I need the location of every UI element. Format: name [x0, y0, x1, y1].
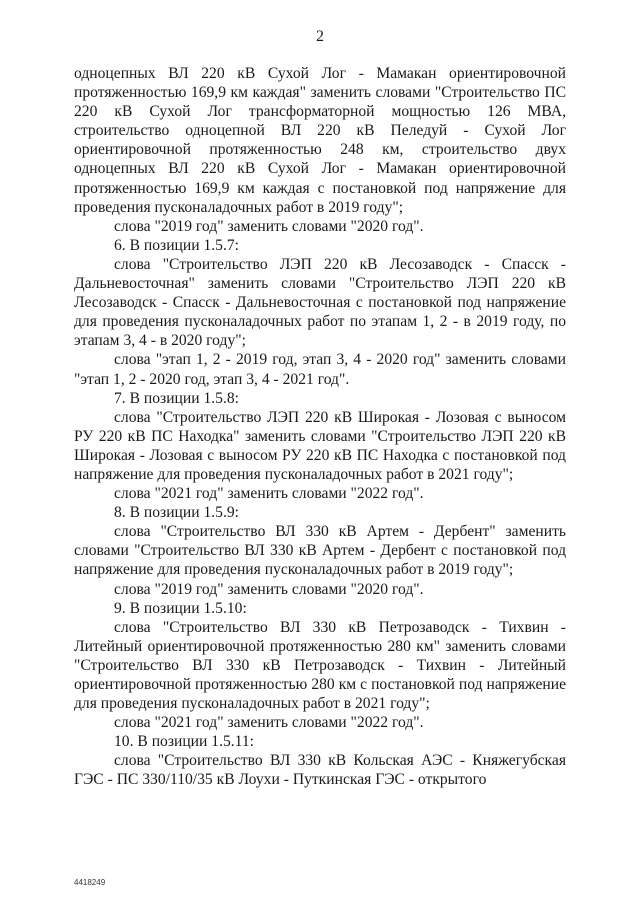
position-heading: 7. В позиции 1.5.8:: [114, 389, 239, 407]
paragraph-continuation: одноцепных ВЛ 220 кВ Сухой Лог - Мамакан ориентировочной протяженностью 169,9 км каждая" заменить словами "Строительство ПС 220 кВ Сухой Лог трансформаторной мощностью 126 МВА, строительство одноцепной ВЛ 220 кВ Пеледуй - Сухой Лог ориентировочной протяженностью 248 км, строительство двух одноцепных ВЛ 220 кВ Сухой Лог - Мамакан ориентировочной протяженностью 169,9 км каждая с постановкой под напряжение для проведения пусконаладочных работ в 2019 году";: [74, 65, 566, 216]
paragraph: слова "Строительство ЛЭП 220 кВ Лесозаводск - Спасск - Дальневосточная" заменить словами "Строительство ЛЭП 220 кВ Лесозаводск - Спасск - Дальневосточная с постановкой под напряжение для проведения пусконаладочных работ по этапам 1, 2 - в 2019 году, по этапам 3, 4 - в 2020 году";: [74, 255, 566, 350]
position-heading: 6. В позиции 1.5.7:: [114, 236, 239, 254]
document-id: 4418249: [74, 878, 106, 887]
paragraph: слова "Строительство ВЛ 330 кВ Кольская АЭС - Княжегубская ГЭС - ПС 330/110/35 кВ Лоухи - Путкинская ГЭС - открытого: [74, 752, 566, 789]
document-body: [74, 64, 566, 790]
paragraph: слова "Строительство ВЛ 330 кВ Артем - Дербент" заменить словами "Строительство ВЛ 330 кВ Артем - Дербент с постановкой под напряжение для проведения пусконаладочных работ в 2019 году";: [74, 523, 566, 579]
position-heading: 8. В позиции 1.5.9:: [114, 504, 239, 522]
position-heading: 9. В позиции 1.5.10:: [114, 599, 247, 617]
paragraph: слова "этап 1, 2 - 2019 год, этап 3, 4 - 2020 год" заменить словами "этап 1, 2 - 2020 год, этап 3, 4 - 2021 год".: [74, 351, 566, 388]
position-heading: 10. В позиции 1.5.11:: [114, 733, 255, 751]
page-number: 2: [316, 28, 324, 45]
paragraph: слова "2021 год" заменить словами "2022 год".: [114, 714, 424, 732]
paragraph: слова "2021 год" заменить словами "2022 год".: [114, 485, 424, 503]
paragraph: слова "2019 год" заменить словами "2020 год".: [114, 580, 424, 598]
paragraph: слова "Строительство ВЛ 330 кВ Петрозаводск - Тихвин - Литейный ориентировочной протяженностью 280 км" заменить словами "Строительство ВЛ 330 кВ Петрозаводск - Тихвин - Литейный ориентировочной протяженностью 280 км с постановкой под напряжение для проведения пусконаладочных работ в 2021 году";: [74, 618, 566, 713]
paragraph: слова "Строительство ЛЭП 220 кВ Широкая - Лозовая с выносом РУ 220 кВ ПС Находка" заменить словами "Строительство ЛЭП 220 кВ Широкая - Лозовая с выносом РУ 220 кВ ПС Находка с постановкой под напряжение для проведения пусконаладочных работ в 2021 году";: [74, 408, 566, 483]
paragraph: слова "2019 год" заменить словами "2020 год".: [114, 217, 424, 235]
